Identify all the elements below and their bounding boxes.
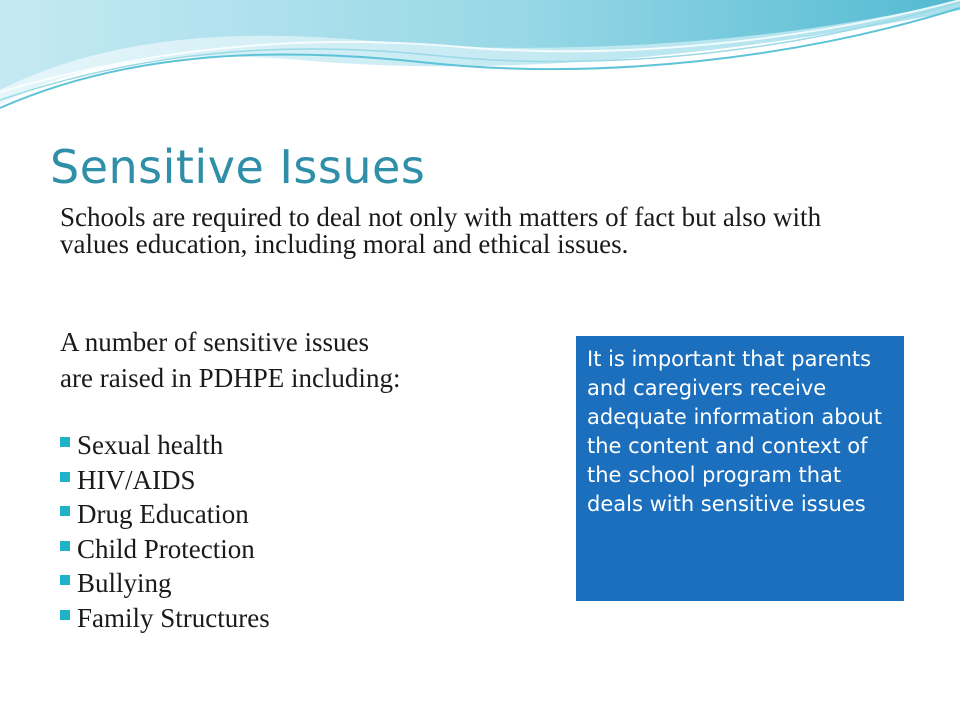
list-item (60, 463, 270, 498)
lead-paragraph (60, 324, 400, 396)
list-item (60, 566, 270, 601)
list-item-label: Family Structures (77, 602, 270, 633)
sensitive-topics-list (60, 428, 270, 635)
list-item-label: Bullying (77, 568, 172, 598)
list-item-label: Drug Education (77, 499, 249, 529)
square-bullet-icon (60, 575, 70, 585)
square-bullet-icon (60, 472, 70, 482)
square-bullet-icon (60, 437, 70, 447)
slide-title: Sensitive Issues (50, 140, 426, 194)
list-item (60, 532, 270, 567)
list-item (60, 428, 270, 463)
square-bullet-icon (60, 610, 70, 620)
intro-paragraph: Schools are required to deal not only with matters of fact but also with values education, including moral and ethical issues. (60, 202, 822, 259)
decorative-wave-banner (0, 0, 960, 130)
callout-box: It is important that parents and caregivers receive adequate information about the content and context of the school program that deals with sensitive issues (576, 336, 904, 601)
list-item-label: Child Protection (77, 533, 255, 564)
list-item-label: HIV/AIDS (77, 464, 196, 495)
square-bullet-icon (60, 506, 70, 516)
lead-line: are raised in PDHPE including: (60, 363, 401, 393)
list-item (60, 601, 270, 636)
list-item (60, 497, 270, 532)
list-item-label: Sexual health (77, 430, 224, 460)
lead-line: A number of sensitive issues (60, 327, 369, 357)
square-bullet-icon (60, 541, 70, 551)
